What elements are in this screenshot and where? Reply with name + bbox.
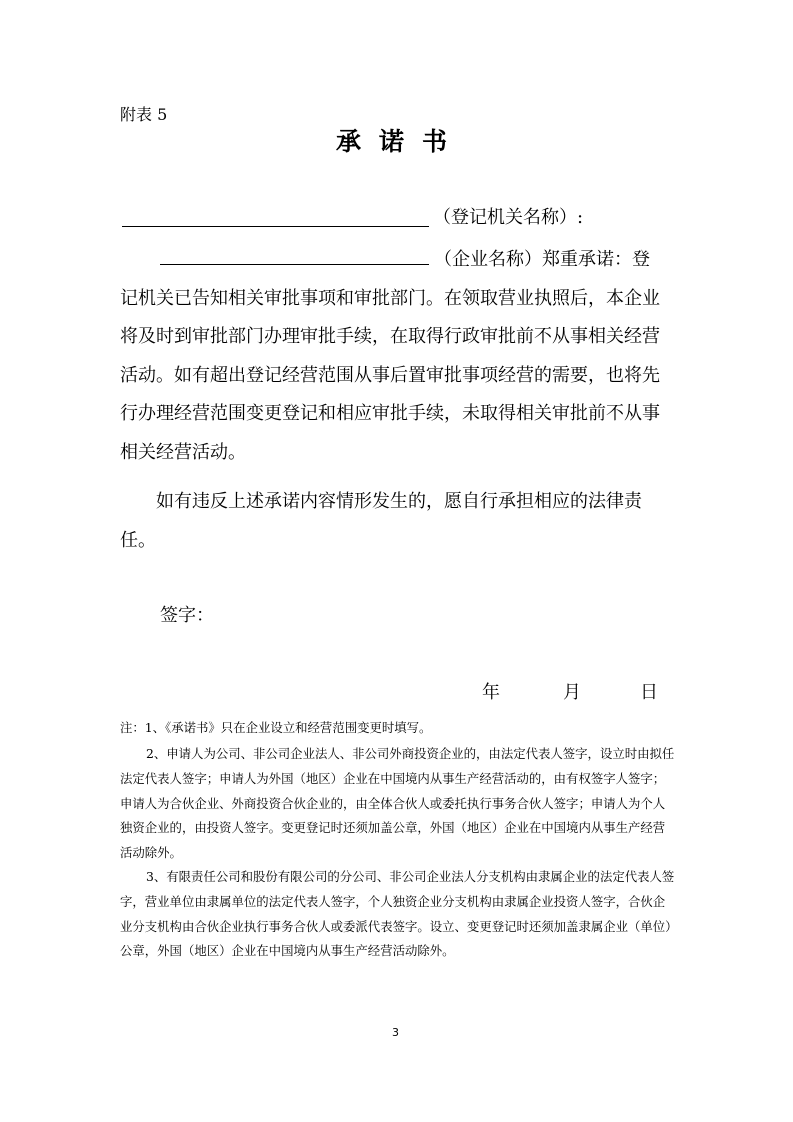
date-day: 日 (640, 682, 658, 703)
registration-authority-label: （登记机关名称）: (433, 207, 584, 228)
note-2: 2、申请人为公司、非公司企业法人、非公司外商投资企业的，由法定代表人签字，设立时由拟任法定代表人签字；申请人为外国（地区）企业在中国境内从事生产经营活动的，由有权签字人签字；申请人为合伙企业、外商投资合伙企业的，由全体合伙人或委托执行事务合伙人签字；申请人为个人独资企业的，由投资人签字。变更登记时还须加盖公章，外国（地区）企业在中国境内从事生产经营活动除外。 (120, 746, 675, 861)
note-1: 注：1、《承诺书》只在企业设立和经营范围变更时填写。 (120, 720, 432, 735)
signature-label: 签字： (160, 605, 214, 626)
commitment-paragraph (120, 241, 676, 472)
registration-authority-blank (122, 226, 429, 227)
date-month: 月 (563, 682, 581, 703)
liability-paragraph: 如有违反上述承诺内容情形发生的，愿自行承担相应的法律责任。 (120, 491, 642, 551)
commitment-first-line: （企业名称）郑重承诺：登 (434, 249, 650, 270)
annex-label: 附表 5 (120, 105, 168, 124)
commitment-body: 记机关已告知相关审批事项和审批部门。在领取营业执照后，本企业将及时到审批部门办理审批手续，在取得行政审批前不从事相关经营活动。如有超出登记经营范围从事后置审批事项经营的需要，也将先行办理经营范围变更登记和相应审批手续，未取得相关审批前不从事相关经营活动。 (120, 287, 660, 463)
page-title: 承诺书 (336, 127, 466, 156)
page-number: 3 (392, 1026, 399, 1039)
date-year: 年 (482, 682, 500, 703)
note-3: 3、有限责任公司和股份有限公司的分公司、非公司企业法人分支机构由隶属企业的法定代表人签字，营业单位由隶属单位的法定代表人签字，个人独资企业分支机构由隶属企业投资人签字，合伙企业分支机构由合伙企业执行事务合伙人或委派代表签字。设立、变更登记时还须加盖隶属企业（单位）公章，外国（地区）企业在中国境内从事生产经营活动除外。 (120, 869, 675, 959)
